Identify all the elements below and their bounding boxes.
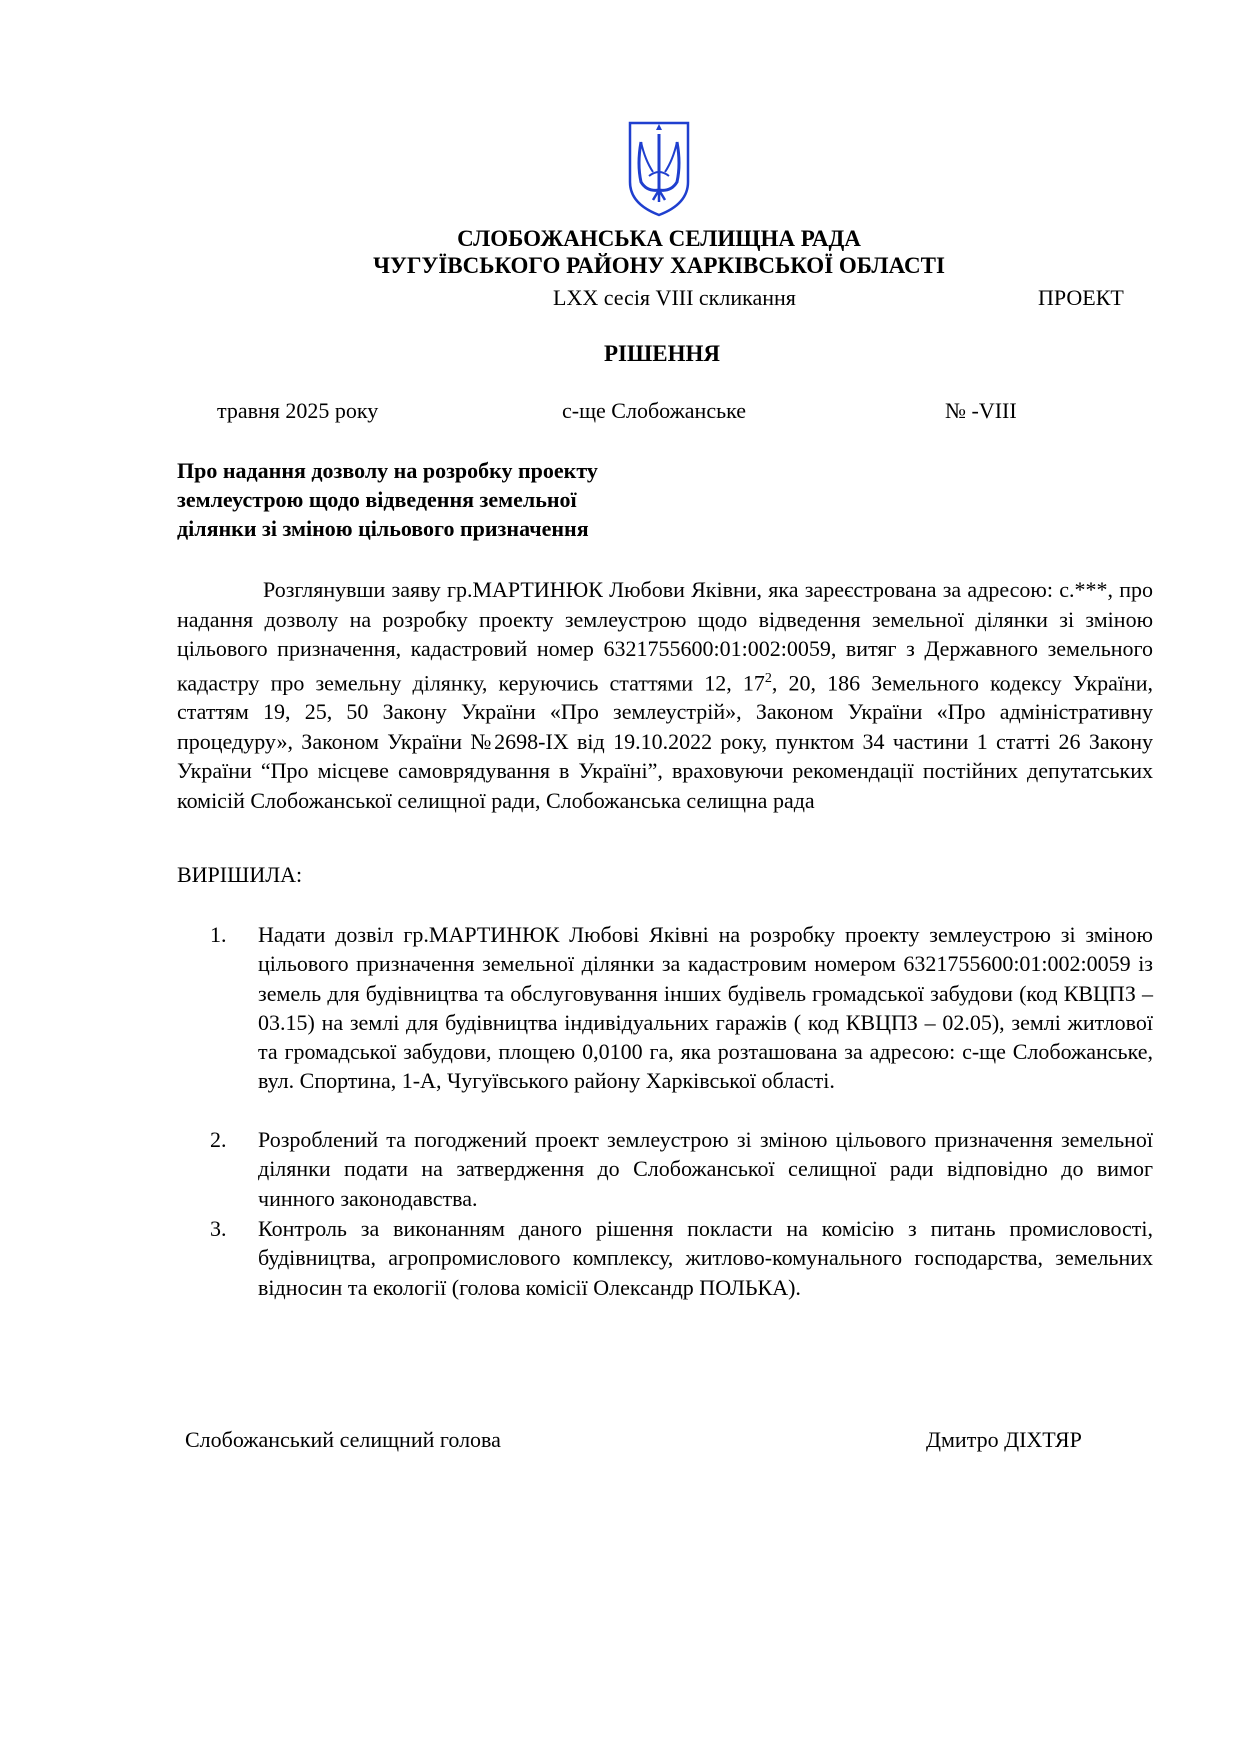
decision-item (210, 1214, 1153, 1302)
preamble-text-part1: Розглянувши заяву гр.МАРТИНЮК Любови Яківни, яка зареєстрована за адресою: с.***, про надання дозволу на розробку проекту землеустрою щодо відведення земельної ділянки зі зміною цільового призначення, кадастровий номер 6321755600:01:002:0059, витяг з Державного земельного кадастру про земельну ділянку, керуючись статтями 12, 17 (177, 577, 1153, 695)
item-number: 2. (210, 1127, 227, 1152)
signatory-name: Дмитро ДІХТЯР (926, 1427, 1082, 1452)
subject-line: ділянки зі зміною цільового призначення (177, 516, 589, 541)
preamble-text-part2: , 20, 186 Земельного кодексу України, статтям 19, 25, 50 Закону України «Про землеустрій», Законом України «Про адміністративну процедуру», Законом України №2698-IX від 19.10.2022 року, пунктом 34 частини 1 статті 26 Закону України “Про місцеве самоврядування в Україні”, враховуючи рекомендації постійних депутатських комісій Слобожанської селищної ради, Слобожанська селищна рада (177, 669, 1153, 813)
decision-item (210, 920, 1153, 1124)
subject-line: Про надання дозволу на розробку проекту (177, 458, 598, 483)
coat-of-arms-icon (627, 120, 691, 218)
subject-line: землеустрою щодо відведення земельної (177, 487, 577, 512)
item-number: 3. (210, 1216, 227, 1241)
item-text: Надати дозвіл гр.МАРТИНЮК Любові Яківні на розробку проекту землеустрою зі зміною цільового призначення земельної ділянки за кадастровим номером 6321755600:01:002:0059 із земель для будівництва та обслуговування інших будівель громадської забудови (код КВЦПЗ – 03.15) на землі для будівництва індивідуальних гаражів ( код КВЦПЗ – 02.05), землі житлової та громадської забудови, площею 0,0100 га, яка розташована за адресою: с-ще Слобожанське, вул. Спортина, 1-А, Чугуївського району Харківської області. (258, 922, 1153, 1094)
org-name-line1: СЛОБОЖАНСЬКА СЕЛИЩНА РАДА (457, 226, 861, 251)
draft-status: ПРОЕКТ (1038, 285, 1124, 310)
document-number: № -VIII (945, 398, 1017, 423)
org-name-line2: ЧУГУЇВСЬКОГО РАЙОНУ ХАРКІВСЬКОЇ ОБЛАСТІ (373, 253, 945, 278)
item-text: Розроблений та погоджений проект землеустрою зі зміною цільового призначення земельної ділянки подати на затвердження до Слобожанської селищної ради відповідно до вимог чинного законодавства. (258, 1127, 1153, 1211)
document-type: РІШЕННЯ (604, 341, 720, 366)
document-date: травня 2025 року (217, 398, 379, 423)
decision-item (210, 1125, 1153, 1213)
document-place: с-ще Слобожанське (562, 398, 747, 423)
document-subject (177, 456, 737, 543)
resolved-label: ВИРІШИЛА: (177, 862, 303, 887)
signatory-position: Слобожанський селищний голова (185, 1427, 501, 1452)
article-superscript: 2 (764, 670, 772, 686)
session-info: LXX сесія VIII скликання (553, 285, 796, 310)
item-text: Контроль за виконанням даного рішення покласти на комісію з питань промисловості, будівництва, агропромислового комплексу, житлово-комунального господарства, земельних відносин та екології (голова комісії Олександр ПОЛЬКА). (258, 1216, 1153, 1300)
preamble-paragraph (177, 575, 1153, 815)
item-number: 1. (210, 922, 227, 947)
